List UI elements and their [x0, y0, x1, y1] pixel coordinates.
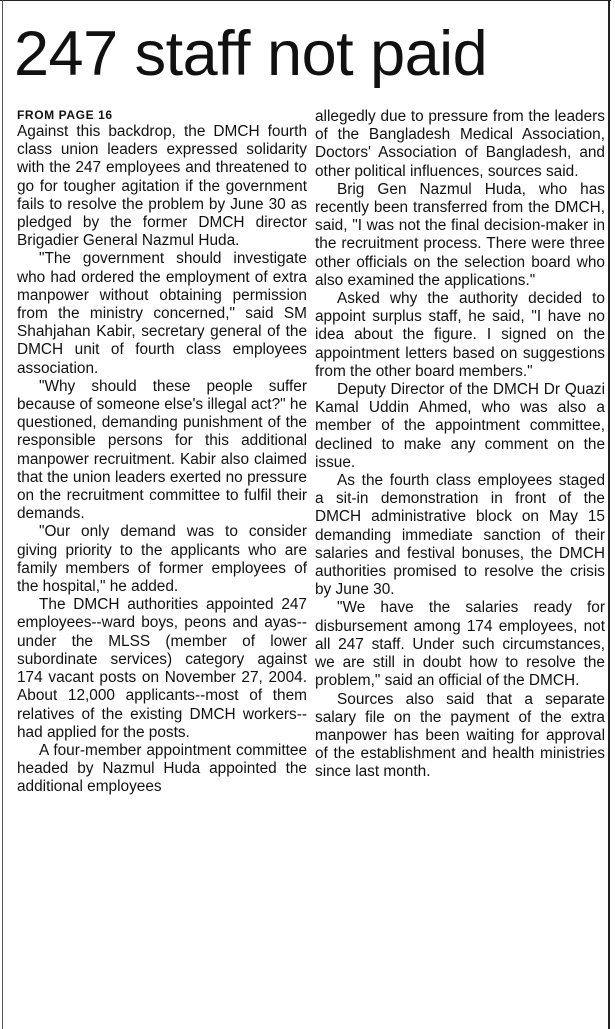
paragraph: Deputy Director of the DMCH Dr Quazi Kamal Uddin Ahmed, who was also a member of the appointment committee, declined to make any comment on the issue.	[315, 381, 605, 471]
paragraph: "Why should these people suffer because of someone else's illegal act?" he questioned, demanding punishment of the responsible persons for this additional manpower recruitment. Kabir also claimed that the union leaders exerted no pressure on the recruitment committee to fulfil their demands.	[17, 377, 307, 523]
paragraph: Brig Gen Nazmul Huda, who has recently been transferred from the DMCH, said, "I was not the final decision-maker in the recruitment process. There were three other officials on the selection board who also examined the applications."	[315, 180, 605, 289]
paragraph: A four-member appointment committee headed by Nazmul Huda appointed the additional employees	[17, 741, 307, 796]
right-border-rule	[608, 0, 610, 1029]
paragraph: "We have the salaries ready for disbursement among 174 employees, not all 247 staff. Under such circumstances, we are still in doubt how to resolve the problem," said an official of the DMCH.	[315, 599, 605, 690]
continued-from-kicker: FROM PAGE 16	[17, 108, 113, 122]
headline: 247 staff not paid	[14, 19, 488, 89]
paragraph: "The government should investigate who had ordered the employment of extra manpower without obtaining permission from the ministry concerned," said SM Shahjahan Kabir, secretary general of the DMCH unit of fourth class employees association.	[17, 250, 307, 377]
left-border-rule	[2, 0, 3, 1029]
paragraph: As the fourth class employees staged a sit-in demonstration in front of the DMCH administrative block on May 15 demanding immediate sanction of their salaries and festival bonuses, the DMCH authorities promised to resolve the crisis by June 30.	[315, 472, 605, 599]
paragraph: Against this backdrop, the DMCH fourth class union leaders expressed solidarity with the 247 employees and threatened to go for tougher agitation if the government fails to resolve the problem by June 30 as pledged by the former DMCH director Brigadier General Nazmul Huda.	[17, 123, 307, 250]
paragraph: The DMCH authorities appointed 247 employees--ward boys, peons and ayas--under the MLSS (member of lower subordinate services) category against 174 vacant posts on November 27, 2004. About 12,000 applicants--most of them relatives of the existing DMCH workers--had applied for the posts.	[17, 596, 307, 741]
paragraph: "Our only demand was to consider giving priority to the applicants who are family members of former employees of the hospital," he added.	[17, 523, 307, 596]
top-border-rule	[0, 0, 611, 1]
paragraph: Sources also said that a separate salary file on the payment of the extra manpower has been waiting for approval of the establishment and health ministries since last month.	[315, 690, 605, 781]
article-column-right	[315, 108, 605, 782]
paragraph: allegedly due to pressure from the leaders of the Bangladesh Medical Association, Doctors' Association of Bangladesh, and other political influences, sources said.	[315, 108, 605, 180]
paragraph: Asked why the authority decided to appoint surplus staff, he said, "I have no idea about the figure. I signed on the appointment letters based on suggestions from the other board members."	[315, 290, 605, 380]
article-column-left	[17, 108, 307, 797]
